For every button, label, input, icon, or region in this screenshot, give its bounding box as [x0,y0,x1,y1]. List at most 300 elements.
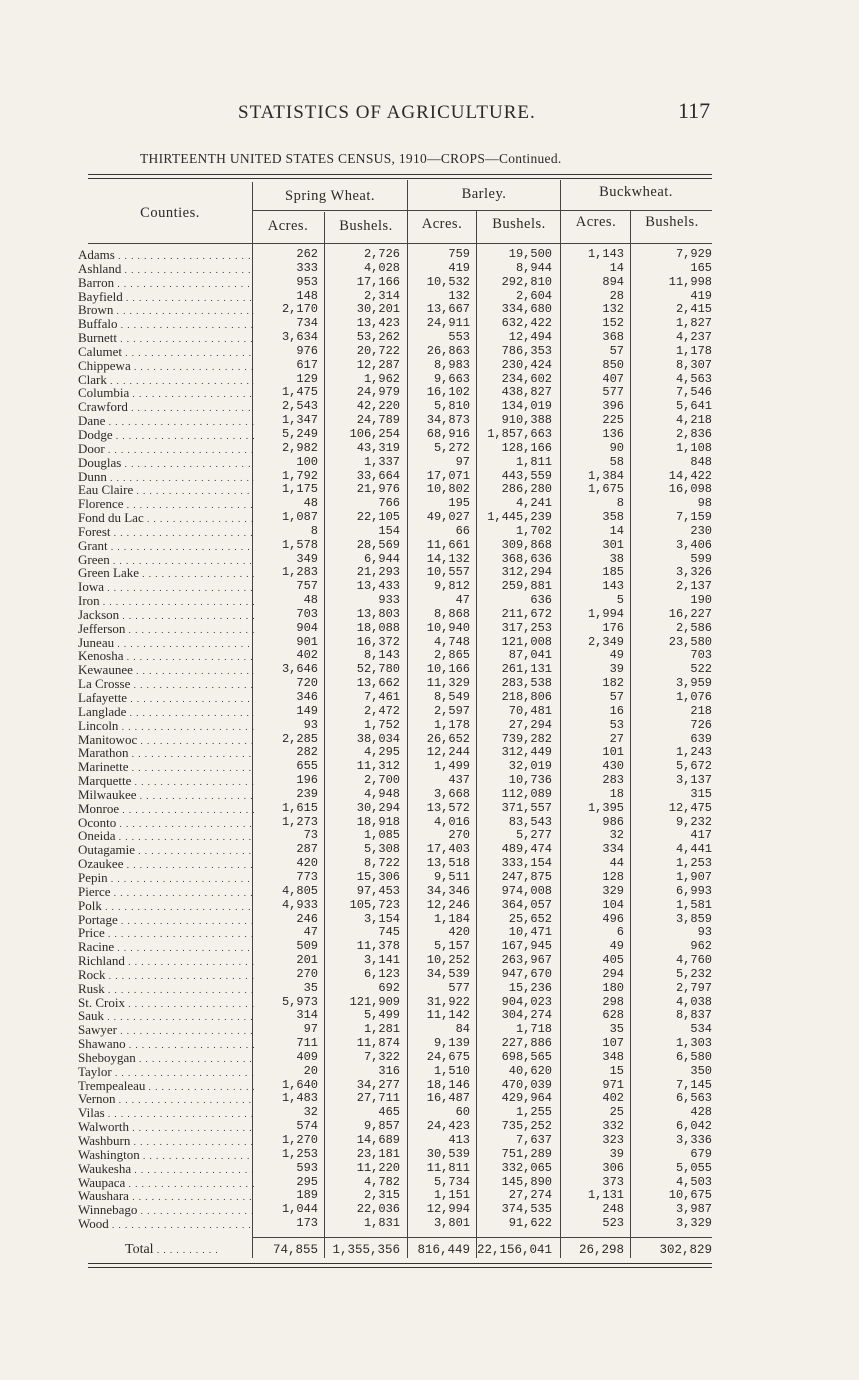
table-row [0,926,859,940]
sw-acres-cell: 270 [296,966,318,981]
table-row [0,442,859,456]
barley-bushels-cell: 25,652 [508,911,552,926]
sw-bushels-cell: 21,976 [356,482,400,497]
county-name: Lincoln . . . [78,719,254,735]
county-name: Door . . . [78,442,254,458]
sw-bushels-cell: 766 [378,496,400,511]
barley-bushels-cell: 304,274 [501,1008,552,1023]
sw-acres-cell: 3,634 [281,330,318,345]
bw-acres-cell: 143 [602,579,624,594]
bw-bushels-cell: 218 [690,703,712,718]
table-row [0,303,859,317]
barley-bushels-cell: 32,019 [508,759,552,774]
bw-bushels-cell: 6,993 [675,883,712,898]
barley-acres-cell: 10,940 [426,620,470,635]
barley-acres-cell: 30,539 [426,1146,470,1161]
bw-acres-cell: 334 [602,842,624,857]
barley-acres-cell: 26,863 [426,343,470,358]
sw-acres-cell: 189 [296,1188,318,1203]
barley-bushels-header: Bushels. [492,216,546,232]
spring-wheat-header: Spring Wheat. [285,188,375,204]
sw-acres-cell: 48 [303,593,318,608]
sw-acres-cell: 148 [296,288,318,303]
bw-bushels-cell: 3,326 [675,565,712,580]
sw-acres-cell: 711 [296,1036,318,1051]
table-row [0,774,859,788]
sw-bushels-header: Bushels. [339,218,393,234]
total-row [0,1241,859,1259]
sw-bushels-cell: 38,034 [356,731,400,746]
barley-acres-cell: 4,748 [433,634,470,649]
total-barley-bushels: 22,156,041 [476,1243,552,1257]
bw-acres-cell: 101 [602,745,624,760]
sw-bushels-cell: 43,319 [356,440,400,455]
barley-acres-cell: 12,994 [426,1202,470,1217]
total-bw-acres: 26,298 [578,1243,624,1257]
sw-acres-cell: 2,170 [281,302,318,317]
bw-acres-cell: 628 [602,1008,624,1023]
barley-acres-cell: 4,016 [433,814,470,829]
barley-acres-cell: 10,802 [426,482,470,497]
sw-bushels-cell: 692 [378,980,400,995]
bw-acres-cell: 39 [609,1146,624,1161]
page-header [0,96,859,130]
barley-bushels-cell: 429,964 [501,1091,552,1106]
bw-acres-cell: 850 [602,357,624,372]
sw-bushels-cell: 1,281 [363,1022,400,1037]
barley-bushels-cell: 632,422 [501,316,552,331]
county-name: Marinette . . . [78,760,254,776]
sw-acres-cell: 976 [296,343,318,358]
county-name: Green . . . [78,553,254,569]
bw-acres-cell: 180 [602,980,624,995]
barley-bushels-cell: 364,057 [501,897,552,912]
sw-acres-cell: 287 [296,842,318,857]
barley-bushels-cell: 1,445,239 [487,510,552,525]
county-name: Langlade . . . [78,705,254,721]
table-row [0,386,859,400]
barley-acres-cell: 413 [448,1133,470,1147]
bw-acres-cell: 32 [609,828,624,843]
bw-bushels-cell: 6,580 [675,1049,712,1064]
barley-bushels-cell: 1,857,663 [487,426,552,441]
table-row [0,1134,859,1148]
sw-acres-cell: 282 [296,745,318,760]
sw-bushels-cell: 105,723 [349,897,400,912]
sw-bushels-cell: 30,294 [356,800,400,815]
bw-bushels-cell: 315 [690,786,712,801]
header-bottom-rule [88,243,712,244]
barley-bushels-cell: 230,424 [501,357,552,372]
sw-acres-cell: 409 [296,1049,318,1064]
table-row [0,677,859,691]
county-name: Barron . . . [78,276,254,292]
bw-bushels-cell: 7,145 [675,1077,712,1092]
barley-bushels-cell: 218,806 [501,690,552,704]
bw-acres-cell: 107 [602,1036,624,1051]
county-name: Marathon . . . [78,746,254,762]
county-name: Sheboygan . . . [78,1051,254,1067]
bw-bushels-cell: 4,563 [675,371,712,386]
barley-bushels-cell: 27,294 [508,717,552,732]
bw-acres-cell: 2,349 [587,634,624,649]
county-name: La Crosse . . . [78,677,254,693]
barley-bushels-cell: 312,294 [501,565,552,580]
bw-bushels-cell: 962 [690,939,712,954]
sw-bushels-cell: 53,262 [356,330,400,345]
table-row [0,262,859,276]
bw-bushels-cell: 3,987 [675,1202,712,1217]
sw-bushels-cell: 13,803 [356,606,400,621]
sw-acres-cell: 1,270 [281,1133,318,1147]
county-name: Burnett . . . [78,331,254,347]
barley-acres-cell: 24,423 [426,1119,470,1134]
barley-acres-cell: 11,142 [426,1008,470,1023]
sw-acres-cell: 1,578 [281,537,318,552]
sw-acres-cell: 149 [296,703,318,718]
barley-bushels-cell: 15,236 [508,980,552,995]
bw-acres-cell: 294 [602,966,624,981]
table-row [0,871,859,885]
bw-acres-cell: 577 [602,385,624,400]
sw-acres-cell: 734 [296,316,318,331]
sw-bushels-cell: 933 [378,593,400,608]
barley-acres-cell: 34,346 [426,883,470,898]
county-name: Jefferson . . . [78,622,254,638]
sw-bushels-cell: 4,028 [363,260,400,275]
bw-acres-cell: 373 [602,1174,624,1189]
sw-acres-cell: 2,543 [281,399,318,414]
table-row [0,1176,859,1190]
barley-acres-cell: 132 [448,288,470,303]
barley-acres-cell: 13,572 [426,800,470,815]
bw-bushels-cell: 7,159 [675,510,712,525]
bw-bushels-cell: 16,227 [668,606,712,621]
sw-acres-cell: 757 [296,579,318,594]
county-name: Taylor . . . [78,1065,254,1081]
table-row [0,1079,859,1093]
sw-bushels-cell: 12,287 [356,357,400,372]
sw-bushels-cell: 3,141 [363,953,400,968]
barley-acres-cell: 195 [448,496,470,511]
barley-bushels-cell: 751,289 [501,1146,552,1161]
sw-bushels-cell: 11,220 [356,1160,400,1175]
barley-bushels-cell: 247,875 [501,869,552,884]
bw-acres-cell: 18 [609,786,624,801]
sw-bushels-cell: 14,689 [356,1133,400,1147]
table-row [0,843,859,857]
county-name: Oconto . . . [78,816,254,832]
sw-acres-cell: 173 [296,1216,318,1231]
bw-acres-cell: 39 [609,662,624,677]
county-name: Winnebago . . . [78,1203,254,1219]
total-label: Total . . . [125,1241,219,1259]
table-row [0,345,859,359]
barley-bushels-cell: 947,670 [501,966,552,981]
bw-acres-cell: 368 [602,330,624,345]
barley-acres-cell: 47 [455,593,470,608]
sw-acres-cell: 48 [303,496,318,511]
bw-bushels-cell: 5,055 [675,1160,712,1175]
county-name: Fond du Lac . . . [78,511,254,527]
barley-acres-cell: 11,811 [426,1160,470,1175]
barley-bushels-cell: 636 [530,593,552,608]
bw-bushels-cell: 5,641 [675,399,712,414]
bw-acres-cell: 44 [609,856,624,871]
bw-bushels-cell: 7,929 [675,247,712,261]
county-name: Vilas . . . [78,1106,254,1122]
sw-acres-cell: 655 [296,759,318,774]
sw-bushels-cell: 2,314 [363,288,400,303]
barley-bushels-cell: 332,065 [501,1160,552,1175]
county-name: Buffalo . . . [78,317,254,333]
sw-acres-cell: 1,615 [281,800,318,815]
table-row [0,691,859,705]
sw-acres-cell: 196 [296,773,318,788]
bw-acres-cell: 301 [602,537,624,552]
bw-acres-cell: 523 [602,1216,624,1231]
bw-bushels-cell: 350 [690,1063,712,1078]
sw-acres-cell: 593 [296,1160,318,1175]
barley-acres-cell: 97 [455,454,470,469]
sw-acres-cell: 97 [303,1022,318,1037]
table-row [0,483,859,497]
barley-acres-cell: 34,873 [426,413,470,428]
sw-acres-cell: 1,044 [281,1202,318,1217]
barley-bushels-cell: 489,474 [501,842,552,857]
barley-bushels-cell: 312,449 [501,745,552,760]
barley-bushels-cell: 333,154 [501,856,552,871]
county-name: Ozaukee . . . [78,857,254,873]
barley-acres-cell: 5,157 [433,939,470,954]
sw-acres-cell: 773 [296,869,318,884]
county-name: Waukesha . . . [78,1162,254,1178]
page-title: STATISTICS OF AGRICULTURE. [238,102,536,123]
barley-bushels-cell: 4,241 [515,496,552,511]
county-name: Eau Claire . . . [78,483,254,499]
bw-bushels-cell: 14,422 [668,468,712,483]
table-row [0,649,859,663]
bw-acres-cell: 14 [609,523,624,538]
bw-bushels-cell: 10,675 [668,1188,712,1203]
bw-acres-cell: 329 [602,883,624,898]
sw-bushels-cell: 24,979 [356,385,400,400]
bw-bushels-cell: 522 [690,662,712,677]
buckwheat-header: Buckwheat. [599,184,673,200]
sw-bushels-cell: 2,726 [363,247,400,261]
table-row [0,899,859,913]
table-row [0,525,859,539]
county-name: Adams . . . [78,248,254,264]
barley-acres-cell: 31,922 [426,994,470,1009]
barley-acres-cell: 66 [455,523,470,538]
bw-acres-header: Acres. [575,214,617,230]
bw-bushels-cell: 6,042 [675,1119,712,1134]
table-row [0,857,859,871]
table-row [0,705,859,719]
barley-acres-cell: 34,539 [426,966,470,981]
barley-bushels-cell: 211,672 [501,606,552,621]
bw-acres-cell: 35 [609,1022,624,1037]
table-row [0,1217,859,1231]
county-name: Portage . . . [78,913,254,929]
barley-acres-cell: 10,557 [426,565,470,580]
bw-bushels-cell: 8,307 [675,357,712,372]
barley-acres-cell: 1,178 [433,717,470,732]
barley-acres-cell: 577 [448,980,470,995]
county-name: Washburn . . . [78,1134,254,1150]
bw-bushels-cell: 639 [690,731,712,746]
table-row [0,760,859,774]
sw-bushels-cell: 28,569 [356,537,400,552]
county-name: Rock . . . [78,968,254,984]
sw-bushels-cell: 27,711 [356,1091,400,1106]
barley-bushels-cell: 263,967 [501,953,552,968]
county-name: Trempealeau . . . [78,1079,254,1095]
sw-bushels-cell: 106,254 [349,426,400,441]
sw-bushels-cell: 5,499 [363,1008,400,1023]
bw-bushels-cell: 599 [690,551,712,566]
bw-acres-cell: 1,131 [587,1188,624,1203]
barley-acres-cell: 84 [455,1022,470,1037]
sw-bushels-cell: 13,662 [356,676,400,691]
barley-acres-cell: 16,487 [426,1091,470,1106]
county-name: Florence . . . [78,497,254,513]
bw-bushels-cell: 2,137 [675,579,712,594]
barley-acres-cell: 270 [448,828,470,843]
barley-acres-cell: 11,661 [426,537,470,552]
barley-bushels-cell: 27,274 [508,1188,552,1203]
barley-bushels-cell: 292,810 [501,274,552,289]
sw-bushels-cell: 21,293 [356,565,400,580]
sw-acres-cell: 1,283 [281,565,318,580]
table-row [0,1189,859,1203]
sw-acres-cell: 129 [296,371,318,386]
county-name: Sauk . . . [78,1009,254,1025]
table-row [0,913,859,927]
bw-acres-cell: 298 [602,994,624,1009]
top-rule [88,174,712,175]
bw-acres-cell: 185 [602,565,624,580]
bw-bushels-cell: 679 [690,1146,712,1161]
barley-acres-cell: 1,151 [433,1188,470,1203]
bw-bushels-cell: 1,178 [675,343,712,358]
county-name: Chippewa . . . [78,359,254,375]
barley-acres-cell: 2,597 [433,703,470,718]
barley-bushels-cell: 112,089 [501,786,552,801]
sw-bushels-cell: 20,722 [356,343,400,358]
table-row [0,1148,859,1162]
barley-bushels-cell: 1,811 [515,454,552,469]
barley-bushels-cell: 368,636 [501,551,552,566]
barley-bushels-cell: 167,945 [501,939,552,954]
sw-bushels-cell: 7,461 [363,690,400,704]
sw-bushels-cell: 2,472 [363,703,400,718]
table-row [0,580,859,594]
county-name: Calumet . . . [78,345,254,361]
sw-bushels-cell: 8,722 [363,856,400,871]
county-name: Crawford . . . [78,400,254,416]
barley-acres-cell: 1,510 [433,1063,470,1078]
barley-bushels-cell: 234,602 [501,371,552,386]
sw-acres-cell: 201 [296,953,318,968]
bw-bushels-cell: 417 [690,828,712,843]
bw-bushels-cell: 165 [690,260,712,275]
barley-bushels-cell: 261,131 [501,662,552,677]
barley-acres-cell: 420 [448,925,470,940]
sw-acres-cell: 402 [296,648,318,663]
bw-acres-cell: 6 [616,925,624,940]
barley-bushels-cell: 974,008 [501,883,552,898]
bw-acres-cell: 38 [609,551,624,566]
table-row [0,331,859,345]
table-row [0,511,859,525]
table-row [0,594,859,608]
bw-bushels-cell: 3,336 [675,1133,712,1147]
bw-acres-cell: 332 [602,1119,624,1134]
sw-acres-cell: 901 [296,634,318,649]
table-row [0,456,859,470]
barley-bushels-cell: 19,500 [508,247,552,261]
bw-acres-cell: 14 [609,260,624,275]
barley-acres-cell: 9,812 [433,579,470,594]
sw-bushels-cell: 24,789 [356,413,400,428]
county-name: Clark . . . [78,373,254,389]
barley-acres-cell: 60 [455,1105,470,1120]
sw-acres-cell: 314 [296,1008,318,1023]
sw-acres-cell: 1,273 [281,814,318,829]
bw-acres-cell: 25 [609,1105,624,1120]
county-name: Grant . . . [78,539,254,555]
table-row [0,636,859,650]
sw-acres-cell: 4,933 [281,897,318,912]
table-row [0,733,859,747]
sw-acres-cell: 1,483 [281,1091,318,1106]
barley-acres-cell: 68,916 [426,426,470,441]
bw-acres-cell: 49 [609,648,624,663]
barley-acres-cell: 5,810 [433,399,470,414]
barley-acres-cell: 11,329 [426,676,470,691]
table-row [0,954,859,968]
sw-acres-cell: 4,805 [281,883,318,898]
barley-bushels-cell: 12,494 [508,330,552,345]
sw-bushels-cell: 4,295 [363,745,400,760]
barley-acres-cell: 759 [448,247,470,261]
bw-acres-cell: 1,994 [587,606,624,621]
barley-bushels-cell: 443,559 [501,468,552,483]
sw-bushels-cell: 52,780 [356,662,400,677]
barley-acres-cell: 13,667 [426,302,470,317]
sw-acres-cell: 703 [296,606,318,621]
table-row [0,290,859,304]
county-name: Kenosha . . . [78,649,254,665]
sw-bushels-cell: 42,220 [356,399,400,414]
sw-acres-cell: 720 [296,676,318,691]
table-row [0,663,859,677]
sw-acres-cell: 2,285 [281,731,318,746]
table-row [0,276,859,290]
barley-bushels-cell: 10,471 [508,925,552,940]
sw-acres-cell: 1,792 [281,468,318,483]
barley-acres-cell: 419 [448,260,470,275]
barley-acres-cell: 16,102 [426,385,470,400]
sw-acres-cell: 1,347 [281,413,318,428]
bw-acres-cell: 283 [602,773,624,788]
barley-bushels-cell: 91,622 [508,1216,552,1231]
table-row [0,1023,859,1037]
barley-bushels-cell: 7,637 [515,1133,552,1147]
sw-bushels-cell: 1,337 [363,454,400,469]
